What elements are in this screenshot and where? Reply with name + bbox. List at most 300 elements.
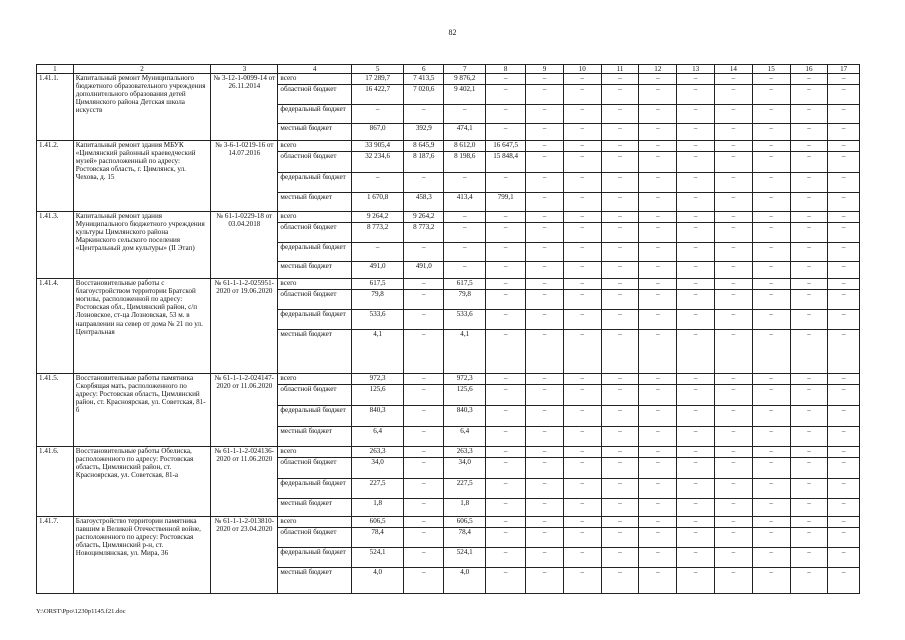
funding-source: местный бюджет: [278, 568, 351, 594]
value-cell: –: [639, 385, 677, 406]
value-cell: –: [601, 568, 639, 594]
value-cell: –: [715, 517, 753, 528]
value-cell: –: [486, 105, 526, 124]
value-cell: –: [563, 193, 601, 212]
value-cell: –: [790, 85, 828, 105]
value-cell: 8 612,0: [444, 141, 486, 152]
value-cell: –: [715, 290, 753, 310]
value-cell: –: [677, 374, 715, 385]
value-cell: –: [601, 499, 639, 517]
column-header: 7: [444, 65, 486, 74]
value-cell: 263,3: [351, 447, 403, 458]
value-cell: –: [752, 458, 790, 479]
value-cell: –: [639, 330, 677, 374]
value-cell: –: [601, 152, 639, 173]
value-cell: –: [677, 279, 715, 290]
data-table: [36, 64, 860, 594]
value-cell: –: [526, 141, 564, 152]
table-row: [37, 279, 860, 290]
value-cell: –: [601, 262, 639, 279]
value-cell: –: [715, 152, 753, 173]
value-cell: –: [752, 479, 790, 499]
value-cell: –: [828, 262, 860, 279]
value-cell: 533,6: [351, 310, 403, 330]
value-cell: –: [752, 223, 790, 243]
value-cell: –: [486, 427, 526, 447]
value-cell: –: [639, 223, 677, 243]
value-cell: –: [752, 193, 790, 212]
value-cell: –: [828, 479, 860, 499]
funding-source: областной бюджет: [278, 528, 351, 548]
value-cell: –: [486, 458, 526, 479]
funding-source: областной бюджет: [278, 385, 351, 406]
value-cell: –: [715, 479, 753, 499]
value-cell: –: [752, 262, 790, 279]
value-cell: –: [486, 568, 526, 594]
value-cell: 1,8: [444, 499, 486, 517]
value-cell: –: [526, 223, 564, 243]
value-cell: –: [715, 385, 753, 406]
value-cell: –: [404, 548, 444, 568]
value-cell: –: [563, 568, 601, 594]
value-cell: –: [639, 193, 677, 212]
value-cell: –: [601, 548, 639, 568]
value-cell: –: [404, 499, 444, 517]
value-cell: –: [639, 243, 677, 262]
value-cell: –: [601, 374, 639, 385]
value-cell: 4,0: [444, 568, 486, 594]
value-cell: –: [563, 479, 601, 499]
value-cell: –: [752, 243, 790, 262]
value-cell: –: [639, 528, 677, 548]
value-cell: –: [715, 427, 753, 447]
value-cell: –: [715, 310, 753, 330]
value-cell: –: [639, 74, 677, 85]
value-cell: –: [404, 568, 444, 594]
value-cell: –: [404, 279, 444, 290]
value-cell: –: [563, 262, 601, 279]
value-cell: –: [677, 447, 715, 458]
value-cell: –: [486, 279, 526, 290]
table-row: [37, 374, 860, 385]
value-cell: –: [715, 262, 753, 279]
value-cell: 227,5: [351, 479, 403, 499]
value-cell: –: [526, 374, 564, 385]
value-cell: –: [828, 568, 860, 594]
value-cell: –: [677, 479, 715, 499]
funding-source: всего: [278, 447, 351, 458]
value-cell: –: [563, 212, 601, 223]
value-cell: –: [715, 374, 753, 385]
value-cell: –: [601, 193, 639, 212]
value-cell: 33 905,4: [351, 141, 403, 152]
value-cell: –: [752, 528, 790, 548]
value-cell: –: [639, 548, 677, 568]
value-cell: –: [563, 447, 601, 458]
value-cell: –: [828, 385, 860, 406]
value-cell: –: [444, 262, 486, 279]
value-cell: –: [639, 406, 677, 427]
value-cell: –: [601, 458, 639, 479]
funding-source: всего: [278, 212, 351, 223]
value-cell: –: [677, 152, 715, 173]
value-cell: 840,3: [351, 406, 403, 427]
value-cell: –: [715, 568, 753, 594]
value-cell: –: [486, 548, 526, 568]
expertise-conclusion: № 3-12-1-0099-14 от 26.11.2014: [211, 74, 278, 141]
value-cell: 972,3: [444, 374, 486, 385]
value-cell: 263,3: [444, 447, 486, 458]
value-cell: –: [601, 385, 639, 406]
value-cell: –: [526, 85, 564, 105]
value-cell: –: [526, 212, 564, 223]
value-cell: –: [828, 447, 860, 458]
item-number: 1.41.1.: [37, 74, 74, 141]
value-cell: –: [526, 406, 564, 427]
value-cell: –: [677, 223, 715, 243]
value-cell: –: [677, 74, 715, 85]
value-cell: –: [404, 447, 444, 458]
value-cell: –: [563, 406, 601, 427]
value-cell: –: [639, 141, 677, 152]
value-cell: –: [444, 212, 486, 223]
funding-source: местный бюджет: [278, 330, 351, 374]
value-cell: –: [404, 374, 444, 385]
page-number: 82: [448, 28, 457, 37]
value-cell: –: [752, 74, 790, 85]
value-cell: –: [486, 85, 526, 105]
funding-source: областной бюджет: [278, 290, 351, 310]
value-cell: –: [639, 124, 677, 141]
value-cell: –: [677, 499, 715, 517]
funding-source: областной бюджет: [278, 152, 351, 173]
value-cell: –: [677, 141, 715, 152]
value-cell: –: [715, 279, 753, 290]
value-cell: –: [563, 74, 601, 85]
value-cell: –: [790, 406, 828, 427]
value-cell: 6,4: [444, 427, 486, 447]
value-cell: –: [526, 517, 564, 528]
value-cell: –: [486, 223, 526, 243]
value-cell: –: [601, 528, 639, 548]
funding-source: местный бюджет: [278, 427, 351, 447]
value-cell: –: [601, 310, 639, 330]
value-cell: 606,5: [444, 517, 486, 528]
value-cell: 799,1: [486, 193, 526, 212]
value-cell: –: [752, 330, 790, 374]
value-cell: –: [790, 262, 828, 279]
value-cell: –: [526, 548, 564, 568]
value-cell: –: [639, 479, 677, 499]
funding-source: федеральный бюджет: [278, 243, 351, 262]
value-cell: –: [563, 85, 601, 105]
value-cell: –: [639, 262, 677, 279]
value-cell: –: [790, 152, 828, 173]
value-cell: –: [677, 173, 715, 193]
value-cell: –: [601, 406, 639, 427]
value-cell: –: [404, 105, 444, 124]
value-cell: –: [752, 568, 790, 594]
value-cell: –: [677, 124, 715, 141]
value-cell: 524,1: [351, 548, 403, 568]
value-cell: –: [526, 479, 564, 499]
value-cell: –: [486, 262, 526, 279]
value-cell: –: [790, 212, 828, 223]
value-cell: –: [752, 141, 790, 152]
value-cell: –: [601, 279, 639, 290]
value-cell: 79,8: [351, 290, 403, 310]
value-cell: 8 645,9: [404, 141, 444, 152]
value-cell: –: [677, 262, 715, 279]
value-cell: –: [486, 173, 526, 193]
value-cell: –: [444, 243, 486, 262]
value-cell: –: [526, 310, 564, 330]
column-header: 1: [37, 65, 74, 74]
value-cell: –: [790, 499, 828, 517]
column-header: 9: [526, 65, 564, 74]
funding-source: федеральный бюджет: [278, 406, 351, 427]
value-cell: –: [351, 243, 403, 262]
expertise-conclusion: № 61-1-1-2-013810-2020 от 23.04.2020: [211, 517, 278, 594]
value-cell: 32 234,6: [351, 152, 403, 173]
value-cell: –: [752, 173, 790, 193]
value-cell: –: [828, 124, 860, 141]
value-cell: –: [563, 458, 601, 479]
value-cell: –: [752, 152, 790, 173]
header-row: [37, 65, 860, 74]
value-cell: –: [790, 458, 828, 479]
value-cell: 840,3: [444, 406, 486, 427]
value-cell: –: [828, 406, 860, 427]
value-cell: –: [563, 528, 601, 548]
value-cell: –: [639, 279, 677, 290]
item-name: Капитальный ремонт здания МБУК «Цимлянский районный краеведческий музей» расположенный по адресу: Ростовская область, г. Цимлянск, ул. Чехова, д. 15: [73, 141, 211, 212]
value-cell: –: [563, 310, 601, 330]
value-cell: –: [828, 517, 860, 528]
value-cell: –: [526, 262, 564, 279]
value-cell: –: [486, 310, 526, 330]
value-cell: –: [677, 385, 715, 406]
value-cell: –: [639, 427, 677, 447]
value-cell: 8 773,2: [351, 223, 403, 243]
funding-source: всего: [278, 374, 351, 385]
value-cell: –: [639, 499, 677, 517]
value-cell: 16 647,5: [486, 141, 526, 152]
value-cell: –: [677, 243, 715, 262]
value-cell: –: [563, 385, 601, 406]
value-cell: 34,0: [351, 458, 403, 479]
funding-source: областной бюджет: [278, 458, 351, 479]
value-cell: –: [526, 568, 564, 594]
value-cell: –: [563, 152, 601, 173]
value-cell: –: [828, 330, 860, 374]
funding-source: всего: [278, 279, 351, 290]
value-cell: –: [404, 458, 444, 479]
column-header: 11: [601, 65, 639, 74]
table-row: [37, 74, 860, 85]
value-cell: –: [444, 173, 486, 193]
value-cell: –: [790, 279, 828, 290]
value-cell: –: [790, 124, 828, 141]
value-cell: 17 289,7: [351, 74, 403, 85]
value-cell: –: [601, 223, 639, 243]
value-cell: –: [677, 427, 715, 447]
funding-source: местный бюджет: [278, 193, 351, 212]
column-header: 17: [828, 65, 860, 74]
value-cell: –: [563, 548, 601, 568]
value-cell: 458,3: [404, 193, 444, 212]
value-cell: –: [601, 74, 639, 85]
value-cell: –: [677, 85, 715, 105]
value-cell: –: [677, 568, 715, 594]
value-cell: –: [828, 243, 860, 262]
funding-source: всего: [278, 74, 351, 85]
value-cell: –: [639, 290, 677, 310]
value-cell: –: [715, 447, 753, 458]
value-cell: –: [601, 124, 639, 141]
value-cell: –: [639, 447, 677, 458]
value-cell: –: [526, 499, 564, 517]
value-cell: –: [639, 212, 677, 223]
value-cell: –: [715, 124, 753, 141]
value-cell: –: [715, 193, 753, 212]
value-cell: –: [790, 223, 828, 243]
value-cell: –: [526, 124, 564, 141]
value-cell: –: [715, 243, 753, 262]
funding-source: федеральный бюджет: [278, 105, 351, 124]
value-cell: –: [828, 152, 860, 173]
value-cell: –: [828, 173, 860, 193]
value-cell: 867,0: [351, 124, 403, 141]
value-cell: 15 848,4: [486, 152, 526, 173]
value-cell: –: [677, 458, 715, 479]
value-cell: –: [828, 310, 860, 330]
column-header: 15: [752, 65, 790, 74]
value-cell: –: [790, 330, 828, 374]
expertise-conclusion: № 61-1-1-2-025951-2020 от 19.06.2020: [211, 279, 278, 374]
value-cell: –: [639, 105, 677, 124]
value-cell: –: [351, 105, 403, 124]
value-cell: –: [404, 427, 444, 447]
value-cell: –: [715, 458, 753, 479]
value-cell: 4,0: [351, 568, 403, 594]
value-cell: –: [752, 406, 790, 427]
value-cell: –: [677, 212, 715, 223]
value-cell: –: [828, 193, 860, 212]
value-cell: –: [526, 173, 564, 193]
value-cell: –: [790, 193, 828, 212]
value-cell: –: [752, 427, 790, 447]
value-cell: –: [828, 374, 860, 385]
value-cell: –: [790, 568, 828, 594]
value-cell: –: [486, 406, 526, 427]
item-number: 1.41.7.: [37, 517, 74, 594]
value-cell: –: [790, 548, 828, 568]
value-cell: 4,1: [444, 330, 486, 374]
funding-source: федеральный бюджет: [278, 548, 351, 568]
value-cell: –: [526, 243, 564, 262]
value-cell: –: [526, 193, 564, 212]
value-cell: –: [563, 141, 601, 152]
value-cell: –: [790, 427, 828, 447]
value-cell: 4,1: [351, 330, 403, 374]
value-cell: –: [752, 385, 790, 406]
value-cell: –: [790, 173, 828, 193]
value-cell: –: [677, 193, 715, 212]
value-cell: –: [828, 141, 860, 152]
item-name: Капитальный ремонт Муниципального бюджетного образовательного учреждения дополнительного образования детей Цимлянского района Детская школа искусств: [73, 74, 211, 141]
table-row: [37, 447, 860, 458]
value-cell: –: [639, 310, 677, 330]
value-cell: –: [526, 427, 564, 447]
value-cell: –: [563, 223, 601, 243]
value-cell: –: [677, 105, 715, 124]
value-cell: –: [526, 447, 564, 458]
value-cell: –: [563, 243, 601, 262]
value-cell: 7 413,5: [404, 74, 444, 85]
value-cell: –: [563, 105, 601, 124]
value-cell: –: [752, 290, 790, 310]
value-cell: 6,4: [351, 427, 403, 447]
value-cell: 617,5: [351, 279, 403, 290]
value-cell: –: [486, 385, 526, 406]
value-cell: –: [563, 330, 601, 374]
value-cell: –: [790, 385, 828, 406]
value-cell: –: [601, 212, 639, 223]
value-cell: –: [526, 105, 564, 124]
value-cell: –: [563, 173, 601, 193]
value-cell: –: [601, 517, 639, 528]
expertise-conclusion: № 61-1-1-2-024147-2020 от 11.06.2020: [211, 374, 278, 447]
value-cell: –: [828, 458, 860, 479]
value-cell: 9 402,1: [444, 85, 486, 105]
value-cell: 16 422,7: [351, 85, 403, 105]
value-cell: –: [828, 548, 860, 568]
value-cell: –: [715, 499, 753, 517]
value-cell: 524,1: [444, 548, 486, 568]
value-cell: 78,4: [444, 528, 486, 548]
value-cell: –: [715, 105, 753, 124]
value-cell: –: [526, 74, 564, 85]
value-cell: –: [404, 479, 444, 499]
value-cell: –: [486, 499, 526, 517]
value-cell: 474,1: [444, 124, 486, 141]
value-cell: –: [677, 548, 715, 568]
column-header: 4: [278, 65, 351, 74]
value-cell: –: [677, 330, 715, 374]
value-cell: –: [639, 173, 677, 193]
value-cell: –: [639, 374, 677, 385]
value-cell: –: [639, 458, 677, 479]
value-cell: –: [639, 517, 677, 528]
value-cell: 491,0: [404, 262, 444, 279]
value-cell: –: [601, 290, 639, 310]
column-header: 3: [211, 65, 278, 74]
value-cell: –: [790, 141, 828, 152]
value-cell: –: [444, 223, 486, 243]
value-cell: –: [639, 152, 677, 173]
value-cell: 8 198,6: [444, 152, 486, 173]
funding-source: местный бюджет: [278, 262, 351, 279]
value-cell: –: [715, 528, 753, 548]
value-cell: –: [404, 330, 444, 374]
value-cell: –: [715, 548, 753, 568]
value-cell: –: [828, 74, 860, 85]
value-cell: –: [601, 447, 639, 458]
value-cell: –: [526, 330, 564, 374]
value-cell: –: [677, 517, 715, 528]
value-cell: –: [790, 310, 828, 330]
